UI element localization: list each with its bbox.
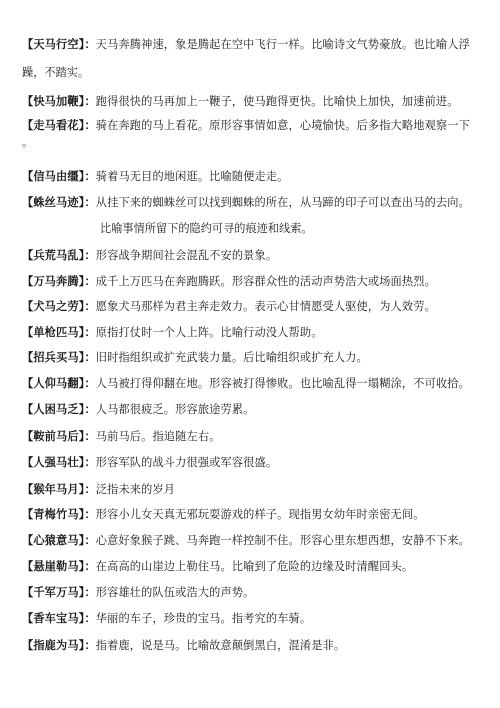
entry-term: 【兵荒马乱】 <box>22 248 85 262</box>
entry-term: 【猴年马月】 <box>22 482 85 496</box>
colon: ： <box>84 37 96 51</box>
entry-definition: 骑着马无目的地闲逛。比喻随便走走。 <box>95 170 289 183</box>
colon: ： <box>84 274 96 288</box>
entry-term: 【人强马壮】 <box>22 455 85 469</box>
entry-definition: 华丽的车子，珍贵的宝马。指考究的车骑。 <box>95 612 312 625</box>
entry-term: 【香车宝马】 <box>22 611 85 625</box>
entry-term: 【走马看花】 <box>22 118 85 132</box>
list-item <box>22 429 500 444</box>
entry-definition: 在高高的山崖边上勒住马。比喻到了危险的边缘及时清醒回头。 <box>95 560 414 573</box>
entry-term: 【天马行空】 <box>22 37 85 51</box>
entry-continuation: 。 <box>22 136 34 149</box>
list-item <box>22 299 500 314</box>
colon: ： <box>84 325 96 339</box>
list-item <box>22 585 500 600</box>
list-item <box>22 611 500 626</box>
entry-definition: 从挂下来的蜘蛛丝可以找到蜘蛛的所在，从马蹄的印子可以查出马的去向。 <box>95 196 470 209</box>
entry-definition: 马前马后。指追随左右。 <box>95 430 221 443</box>
entry-term: 【信马由缰】 <box>22 169 85 183</box>
colon: ： <box>84 611 96 625</box>
entry-term: 【人仰马翻】 <box>22 376 85 390</box>
colon: ： <box>84 195 96 209</box>
entry-term: 【招兵买马】 <box>22 350 85 364</box>
entry-definition: 愿象犬马那样为君主奔走效力。表示心甘情愿受人驱使，为人效劳。 <box>95 300 436 313</box>
entry-term: 【青梅竹马】 <box>22 507 85 521</box>
list-item <box>22 402 500 417</box>
entry-term: 【指鹿为马】 <box>22 638 85 652</box>
colon: ： <box>84 118 96 132</box>
colon: ： <box>84 559 96 573</box>
entry-term: 【千军万马】 <box>22 585 85 599</box>
list-item <box>22 482 500 497</box>
entry-definition: 旧时指组织或扩充武装力量。后比喻组织或扩充人力。 <box>95 351 368 364</box>
entry-definition: 成千上万匹马在奔跑腾跃。形容群众性的活动声势浩大或场面热烈。 <box>95 275 436 288</box>
list-item <box>22 274 500 289</box>
entry-definition: 骑在奔跑的马上看花。原形容事情如意，心境愉快。后多指大略地观察一下 <box>95 119 470 132</box>
colon: ： <box>84 507 96 521</box>
list-item <box>22 37 500 52</box>
list-item <box>22 455 500 470</box>
entry-definition: 形容战争期间社会混乱不安的景象。 <box>95 249 278 262</box>
colon: ： <box>84 248 96 262</box>
entry-term: 【人困马乏】 <box>22 402 85 416</box>
list-item <box>22 350 500 365</box>
entry-definition: 心意好象猴子跳、马奔跑一样控制不住。形容心里东想西想，安静不下来。 <box>95 534 470 547</box>
entry-definition: 人马被打得仰翻在地。形容被打得惨败。也比喻乱得一塌糊涂，不可收拾。 <box>95 377 470 390</box>
list-item <box>22 559 500 574</box>
colon: ： <box>84 94 96 108</box>
entry-definition: 指着鹿，说是马。比喻故意颠倒黑白，混淆是非。 <box>95 639 346 652</box>
list-item <box>22 533 500 548</box>
colon: ： <box>84 482 96 496</box>
list-item <box>22 325 500 340</box>
entry-continuation: 比喻事情所留下的隐约可寻的痕迹和线索。 <box>100 222 313 235</box>
colon: ： <box>84 169 96 183</box>
list-item <box>22 169 500 184</box>
list-item <box>22 507 500 522</box>
entry-definition: 原指打仗时一个人上阵。比喻行动没人帮助。 <box>95 326 323 339</box>
list-item <box>22 638 500 653</box>
list-item <box>22 118 500 133</box>
entry-definition: 形容军队的战斗力很强或军容很盛。 <box>95 456 278 469</box>
list-item <box>22 94 500 109</box>
entry-term: 【悬崖勒马】 <box>22 559 85 573</box>
colon: ： <box>84 533 96 547</box>
entry-term: 【万马奔腾】 <box>22 274 85 288</box>
entry-definition: 形容雄壮的队伍或浩大的声势。 <box>95 586 255 599</box>
entry-term: 【心猿意马】 <box>22 533 85 547</box>
list-item <box>22 248 500 263</box>
entry-term: 【犬马之劳】 <box>22 299 85 313</box>
colon: ： <box>84 376 96 390</box>
colon: ： <box>84 350 96 364</box>
list-item <box>22 376 500 391</box>
entry-term: 【快马加鞭】 <box>22 94 85 108</box>
entry-definition: 形容小儿女天真无邪玩耍游戏的样子。现指男女幼年时亲密无间。 <box>95 508 425 521</box>
entry-definition: 泛指未来的岁月 <box>95 483 176 496</box>
entry-definition: 人马都很疲乏。形容旅途劳累。 <box>95 403 255 416</box>
colon: ： <box>84 638 96 652</box>
colon: ： <box>84 455 96 469</box>
colon: ： <box>84 299 96 313</box>
colon: ： <box>84 429 96 443</box>
colon: ： <box>84 402 96 416</box>
entry-term: 【鞍前马后】 <box>22 429 85 443</box>
entry-continuation: 躁，不踏实。 <box>22 66 90 79</box>
list-item <box>22 195 500 210</box>
colon: ： <box>84 585 96 599</box>
entry-term: 【蛛丝马迹】 <box>22 195 85 209</box>
entry-term: 【单枪匹马】 <box>22 325 85 339</box>
entry-definition: 天马奔腾神速，象是腾起在空中飞行一样。比喻诗文气势豪放。也比喻人浮 <box>95 38 470 51</box>
entry-definition: 跑得很快的马再加上一鞭子，使马跑得更快。比喻快上加快，加速前进。 <box>95 95 459 108</box>
